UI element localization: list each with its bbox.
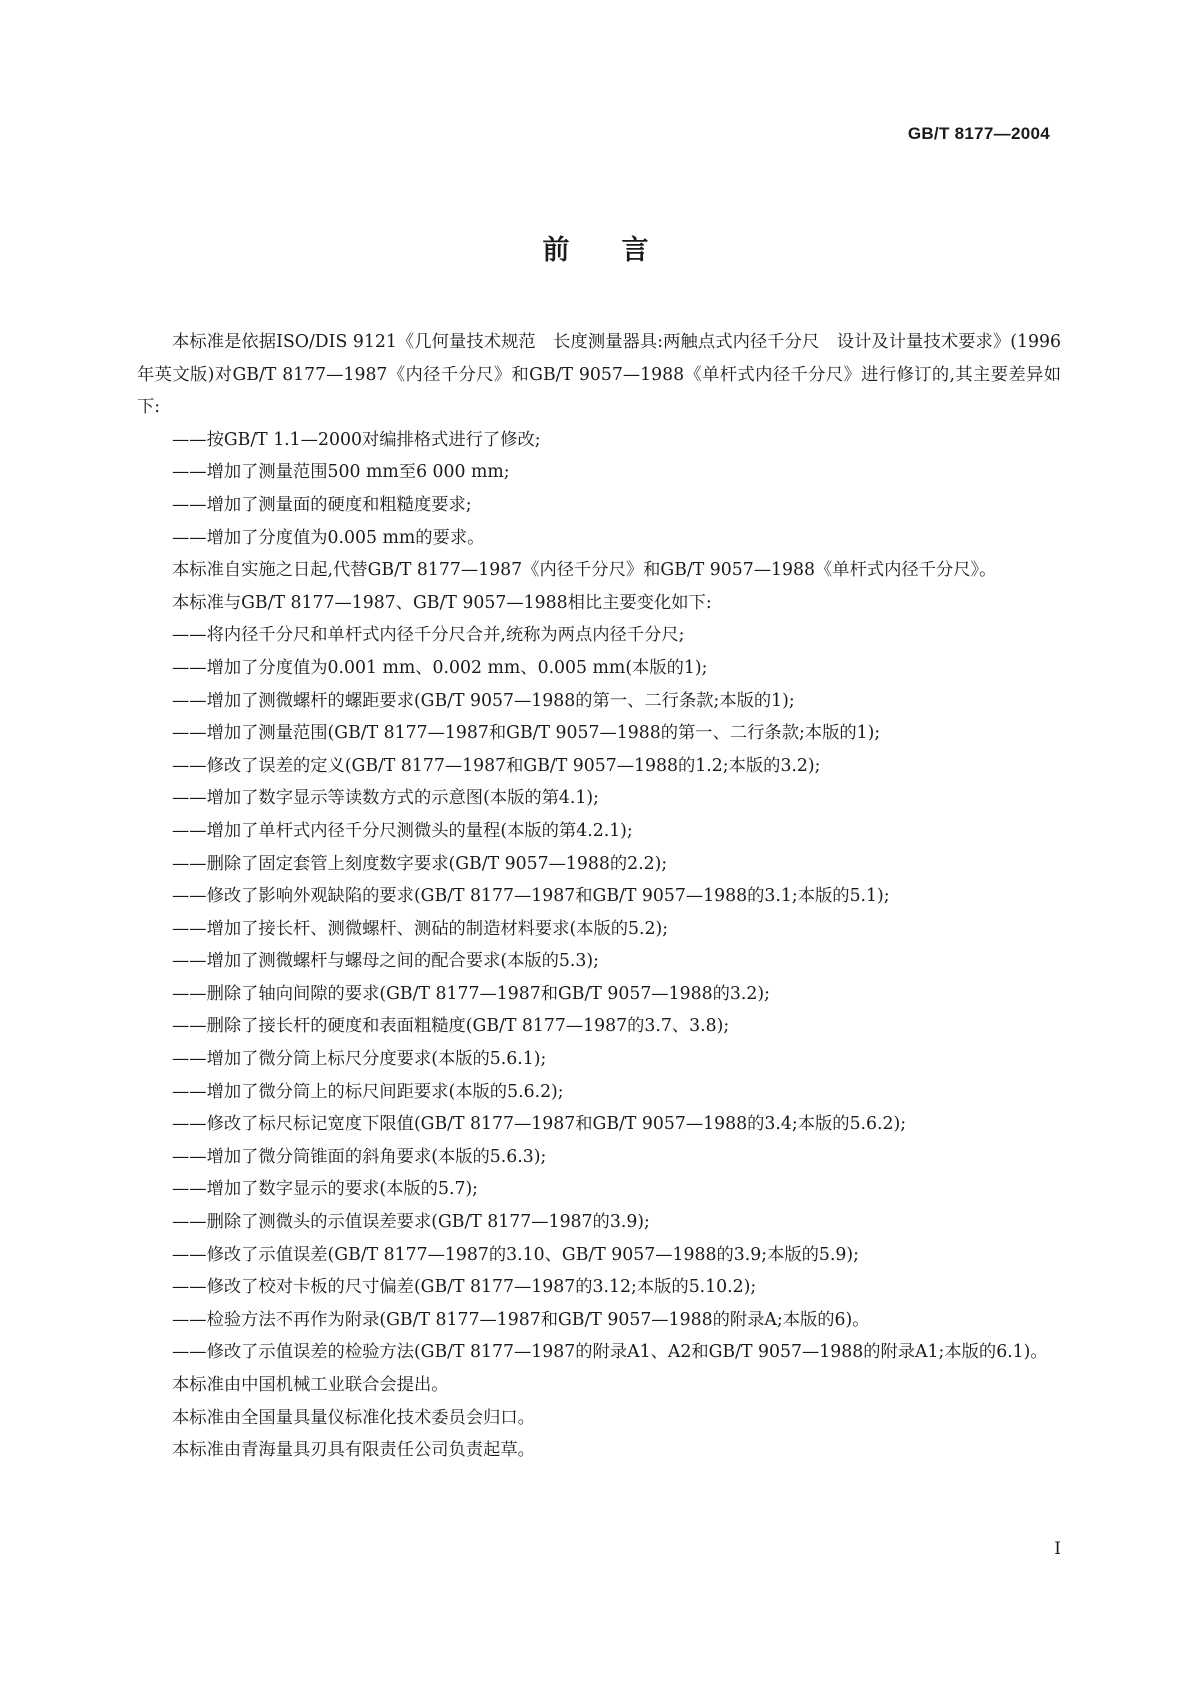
list-item: ——修改了校对卡板的尺寸偏差(GB/T 8177—1987的3.12;本版的5.10.2); xyxy=(172,1277,757,1298)
list-item: ——删除了测微头的示值误差要求(GB/T 8177—1987的3.9); xyxy=(172,1212,650,1233)
paragraph: 本标准与GB/T 8177—1987、GB/T 9057—1988相比主要变化如下: xyxy=(172,592,712,613)
page-number: I xyxy=(1054,1539,1061,1559)
paragraph: 本标准是依据ISO/DIS 9121《几何量技术规范 长度测量器具:两触点式内径千分尺 设计及计量技术要求》(1996年英文版)对GB/T 8177—1987《内径千分尺》和GB/T 9057—1988《单杆式内径千分尺》进行修订的,其主要差异如下: xyxy=(137,332,1061,418)
paragraph: 本标准由青海量具刃具有限责任公司负责起草。 xyxy=(172,1440,535,1461)
list-item: ——删除了轴向间隙的要求(GB/T 8177—1987和GB/T 9057—1988的3.2); xyxy=(172,983,770,1004)
list-item: ——增加了测微螺杆的螺距要求(GB/T 9057—1988的第一、二行条款;本版的1); xyxy=(172,690,795,711)
list-item: ——增加了测微螺杆与螺母之间的配合要求(本版的5.3); xyxy=(172,951,599,972)
list-item: ——增加了微分筒上标尺分度要求(本版的5.6.1); xyxy=(172,1049,547,1070)
list-item: ——按GB/T 1.1—2000对编排格式进行了修改; xyxy=(172,429,541,450)
list-item: ——将内径千分尺和单杆式内径千分尺合并,统称为两点内径千分尺; xyxy=(172,625,685,646)
list-item: ——增加了接长杆、测微螺杆、测砧的制造材料要求(本版的5.2); xyxy=(172,918,669,939)
standard-code: GB/T 8177—2004 xyxy=(907,124,1050,143)
list-item: ——删除了接长杆的硬度和表面粗糙度(GB/T 8177—1987的3.7、3.8); xyxy=(172,1016,730,1037)
paragraph: 本标准由中国机械工业联合会提出。 xyxy=(172,1375,449,1395)
list-item: ——增加了数字显示的要求(本版的5.7); xyxy=(172,1179,479,1200)
list-item: ——修改了示值误差的检验方法(GB/T 8177—1987的附录A1、A2和GB/T 9057—1988的附录A1;本版的6.1)。 xyxy=(172,1342,1048,1363)
paragraph: 本标准由全国量具量仪标准化技术委员会归口。 xyxy=(172,1407,535,1428)
list-item: ——删除了固定套管上刻度数字要求(GB/T 9057—1988的2.2); xyxy=(172,853,668,874)
list-item: ——增加了测量面的硬度和粗糙度要求; xyxy=(172,494,472,515)
list-item: ——修改了标尺标记宽度下限值(GB/T 8177—1987和GB/T 9057—1988的3.4;本版的5.6.2); xyxy=(172,1114,907,1135)
list-item: ——增加了分度值为0.005 mm的要求。 xyxy=(172,527,485,548)
list-item: ——增加了数字显示等读数方式的示意图(本版的第4.1); xyxy=(172,788,599,809)
list-item: ——增加了单杆式内径千分尺测微头的量程(本版的第4.2.1); xyxy=(172,820,633,841)
list-item: ——增加了微分筒锥面的斜角要求(本版的5.6.3); xyxy=(172,1146,547,1167)
list-item: ——修改了误差的定义(GB/T 8177—1987和GB/T 9057—1988的1.2;本版的3.2); xyxy=(172,755,821,776)
paragraph: 本标准自实施之日起,代替GB/T 8177—1987《内径千分尺》和GB/T 9057—1988《单杆式内径千分尺》。 xyxy=(172,560,997,581)
page-title: 前言 xyxy=(542,235,701,266)
list-item: ——增加了微分筒上的标尺间距要求(本版的5.6.2); xyxy=(172,1081,564,1102)
list-item: ——增加了测量范围(GB/T 8177—1987和GB/T 9057—1988的第一、二行条款;本版的1); xyxy=(172,723,881,744)
foreword-body xyxy=(137,326,1061,1467)
list-item: ——检验方法不再作为附录(GB/T 8177—1987和GB/T 9057—1988的附录A;本版的6)。 xyxy=(172,1309,870,1330)
list-item: ——修改了示值误差(GB/T 8177—1987的3.10、GB/T 9057—1988的3.9;本版的5.9); xyxy=(172,1244,859,1265)
list-item: ——增加了分度值为0.001 mm、0.002 mm、0.005 mm(本版的1); xyxy=(172,657,708,678)
list-item: ——修改了影响外观缺陷的要求(GB/T 8177—1987和GB/T 9057—1988的3.1;本版的5.1); xyxy=(172,886,890,907)
list-item: ——增加了测量范围500 mm至6 000 mm; xyxy=(172,462,510,483)
